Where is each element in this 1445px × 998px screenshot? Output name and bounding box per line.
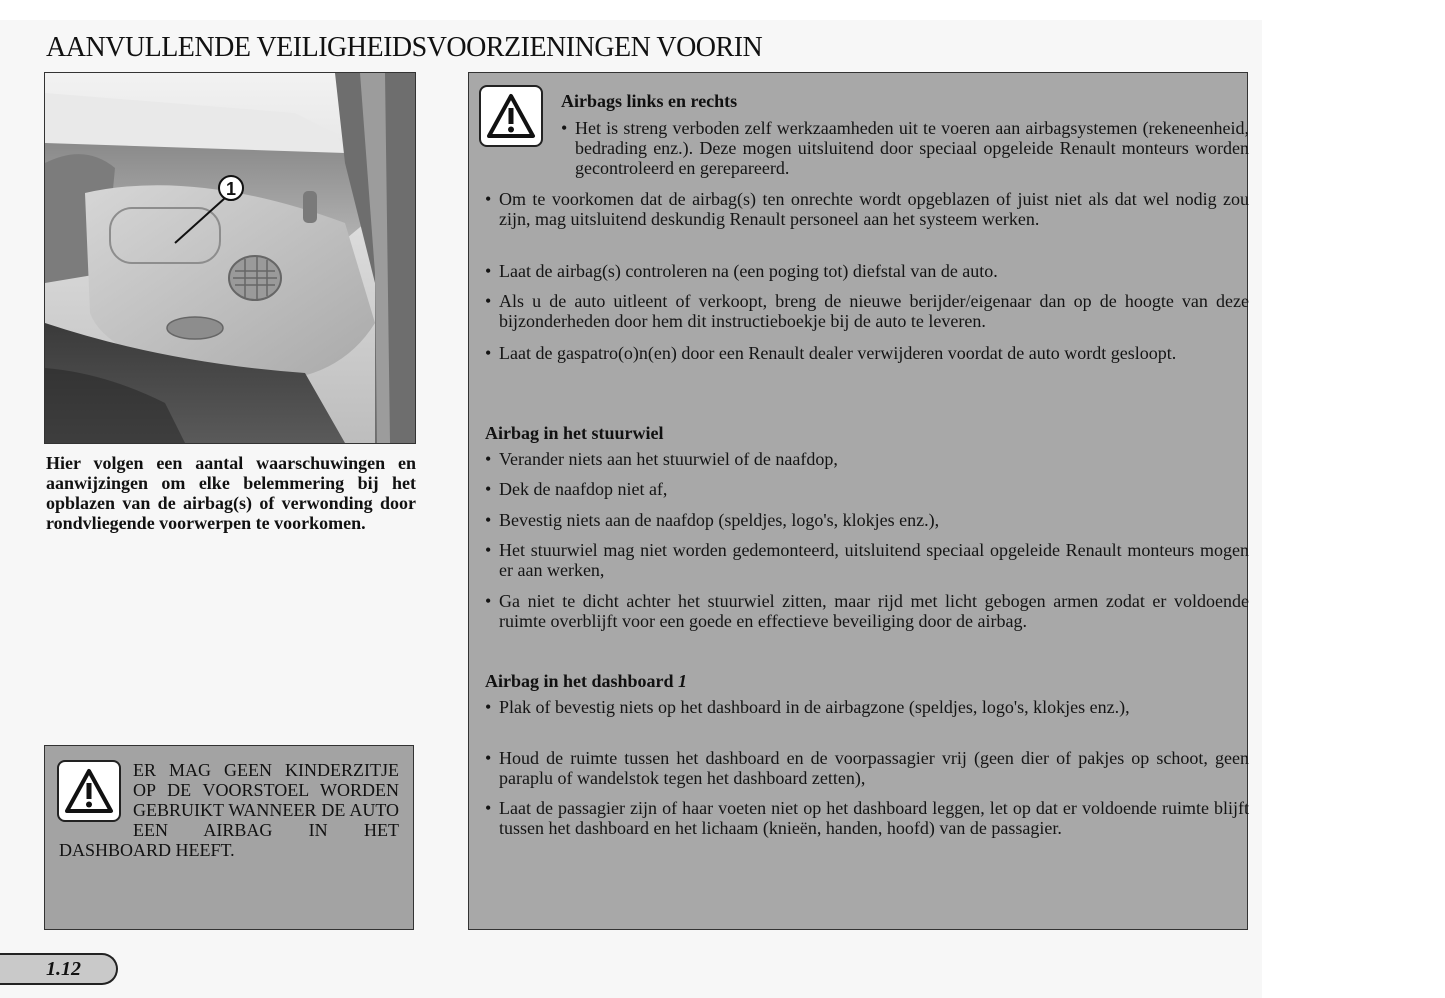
section-title-front-airbags: Airbags links en rechts <box>561 91 738 111</box>
section-title-text: Airbag in het dashboard <box>485 671 674 691</box>
bullet-item: • Om te voorkomen dat de airbag(s) ten onrechte wordt opgeblazen of juist niet als dat wel nodig zou zijn, mag uitsluitend deskundig Renault personeel aan het systeem werken. <box>485 189 1249 229</box>
bullet-item: • Laat de airbag(s) controleren na (een poging tot) diefstal van de auto. <box>485 261 1249 281</box>
bullet-item: • Als u de auto uitleent of verkoopt, breng de nieuwe berijder/eigenaar dan op de hoogte van deze bijzonderheden door hem dit instructieboekje bij de auto te leveren. <box>485 291 1249 331</box>
dashboard-illustration <box>45 73 415 443</box>
warning-triangle-icon <box>479 85 543 147</box>
bullet-item: • Bevestig niets aan de naafdop (speldjes, logo's, klokjes enz.), <box>485 510 1249 530</box>
bullet-item: • Laat de gaspatro(o)n(en) door een Renault dealer verwijderen voordat de auto wordt gesloopt. <box>485 343 1249 363</box>
bullet-item: • Houd de ruimte tussen het dashboard en de voorpassagier vrij (geen dier of pakjes op schoot, geen paraplu of wandelstok tegen het dashboard zetten), <box>485 748 1249 788</box>
section-title-dashboard-airbag <box>485 671 687 692</box>
page-number: 1.12 <box>0 953 118 985</box>
bullet-item: • Het stuurwiel mag niet worden gedemonteerd, uitsluitend speciaal opgeleide Renault monteurs mogen er aan werken, <box>485 540 1249 580</box>
bullet-item: • Laat de passagier zijn of haar voeten niet op het dashboard leggen, let op dat er voldoende ruimte blijft tussen het dashboard en het lichaam (knieën, handen, hoofd) van de passagier. <box>485 798 1249 838</box>
airbag-safety-panel <box>468 72 1248 930</box>
bullet-item: • Dek de naafdop niet af, <box>485 479 1249 499</box>
bullet-item: • Verander niets aan het stuurwiel of de naafdop, <box>485 449 1249 469</box>
child-seat-warning-box <box>44 745 414 930</box>
page-title: AANVULLENDE VEILIGHEIDSVOORZIENINGEN VOORIN <box>46 32 763 63</box>
callout-label: 1 <box>225 179 237 199</box>
bullet-item: • Plak of bevestig niets op het dashboard in de airbagzone (speldjes, logo's, klokjes enz.), <box>485 697 1249 717</box>
dashboard-photo <box>44 72 416 444</box>
bullet-item: • Het is streng verboden zelf werkzaamheden uit te voeren aan airbagsystemen (rekeneenheid, bedrading enz.). Deze mogen uitsluitend door speciaal opgeleide Renault monteurs worden gecontroleerd en gerepareerd. <box>561 118 1249 178</box>
section-title-steering-wheel-airbag: Airbag in het stuurwiel <box>485 423 664 443</box>
warning-triangle-icon <box>57 760 121 822</box>
section-title-ref: 1 <box>678 671 688 691</box>
intro-text: Hier volgen een aantal waarschuwingen en aanwijzingen om elke belemmering bij het opblazen van de airbag(s) of verwonding door rondvliegende voorwerpen te voorkomen. <box>46 453 416 533</box>
bullet-item: • Ga niet te dicht achter het stuurwiel zitten, maar rijd met licht gebogen armen zodat er voldoende ruimte overblijft voor een goede en effectieve beveiliging door de airbag. <box>485 591 1249 631</box>
child-seat-warning-text: ER MAG GEEN KINDERZITJE OP DE VOORSTOEL WORDEN GEBRUIKT WANNEER DE AUTO EEN AIRBAG IN HET DASHBOARD HEEFT. <box>59 760 399 860</box>
